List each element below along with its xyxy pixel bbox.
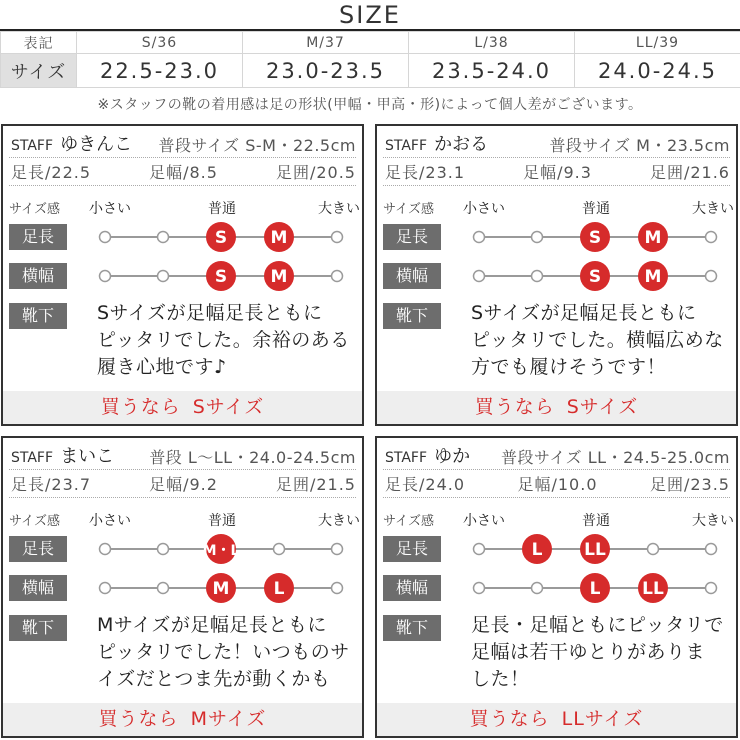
scale-normal-label: 普通 — [582, 201, 610, 217]
buy-size: Sサイズ — [192, 396, 265, 418]
socks-label: 靴下 — [383, 615, 441, 641]
measure-divider — [383, 497, 730, 498]
header-divider — [383, 469, 730, 470]
size-marker-label: M — [644, 228, 662, 248]
staff-usual-size: 普段サイズ M・23.5cm — [549, 136, 730, 155]
staff-tag: STAFF — [11, 138, 54, 154]
scale-tick — [706, 544, 717, 555]
foot-width-measure: 足幅/9.3 — [523, 163, 592, 182]
staff-tag: STAFF — [385, 450, 428, 466]
staff-tag: STAFF — [385, 138, 428, 154]
scale-tick — [532, 271, 543, 282]
staff-comment — [97, 300, 356, 381]
foot-girth-measure: 足囲/21.6 — [649, 163, 730, 182]
foot-length-label: 足長 — [383, 536, 441, 562]
scale-tick — [532, 583, 543, 594]
scale-label: サイズ感 — [383, 514, 434, 529]
staff-tag: STAFF — [11, 450, 54, 466]
socks-label: 靴下 — [383, 303, 441, 329]
staff-header — [385, 442, 730, 468]
scale-tick — [474, 583, 485, 594]
staff-card — [375, 436, 738, 738]
foot-measurements — [11, 472, 356, 495]
buy-prefix: 買うなら — [469, 708, 550, 730]
staff-name: かおる — [434, 134, 489, 155]
size-marker-label: M — [270, 228, 288, 248]
size-table-size-l: L/38 — [409, 32, 575, 54]
buy-prefix: 買うなら — [100, 396, 181, 418]
scale-tick — [332, 232, 343, 243]
staff-name: まいこ — [60, 446, 115, 467]
foot-length-measure: 足長/23.7 — [11, 475, 92, 494]
width-label: 横幅 — [9, 263, 67, 289]
foot-measurements — [385, 472, 730, 495]
scale-tick — [706, 271, 717, 282]
size-marker-label: M — [270, 267, 288, 287]
comment-line: 履き心地です♪ — [97, 356, 227, 378]
measure-divider — [383, 185, 730, 186]
size-table-size-ll: LL/39 — [575, 32, 740, 54]
size-marker-label: S — [214, 228, 228, 248]
size-marker-label: L — [589, 579, 601, 599]
scale-normal-label: 普通 — [582, 513, 610, 529]
comment-line: 方でも履けそうです！ — [471, 356, 667, 378]
size-marker-label: L — [531, 540, 543, 560]
width-scale — [93, 570, 355, 606]
size-table-header-label: 表記 — [1, 32, 77, 54]
scale-tick — [648, 544, 659, 555]
comment-line: 足幅は若干ゆとりがありま — [471, 641, 706, 663]
size-marker-label: M — [644, 267, 662, 287]
buy-recommendation — [377, 703, 736, 736]
socks-label: 靴下 — [9, 615, 67, 641]
comment-line: Sサイズが足幅足長ともに — [97, 302, 323, 324]
scale-tick — [158, 583, 169, 594]
size-table-row-label: サイズ — [1, 54, 77, 88]
scale-tick — [532, 232, 543, 243]
scale-tick — [158, 271, 169, 282]
buy-size: Mサイズ — [190, 708, 267, 730]
foot-girth-measure: 足囲/23.5 — [649, 475, 730, 494]
scale-tick — [706, 232, 717, 243]
size-table-header-row — [1, 32, 740, 54]
scale-tick — [158, 544, 169, 555]
size-table-range-ll: 24.0-24.5 — [575, 54, 740, 88]
socks-label: 靴下 — [9, 303, 67, 329]
scale-tick — [332, 544, 343, 555]
width-scale — [467, 570, 729, 606]
size-marker-label: L — [273, 579, 285, 599]
foot-width-measure: 足幅/8.5 — [149, 163, 218, 182]
scale-label: サイズ感 — [9, 202, 60, 217]
size-marker-label: M・L — [202, 543, 240, 559]
foot-width-measure: 足幅/10.0 — [517, 475, 598, 494]
staff-usual-size: 普段サイズ S-M・22.5cm — [158, 136, 356, 155]
measure-divider — [9, 185, 356, 186]
staff-comment — [471, 300, 730, 381]
comment-line: イズだとつま先が動くかも — [97, 668, 331, 690]
buy-recommendation — [377, 391, 736, 424]
scale-normal-label: 普通 — [208, 513, 236, 529]
buy-recommendation — [3, 391, 362, 424]
header-divider — [9, 157, 356, 158]
buy-size: Sサイズ — [566, 396, 639, 418]
scale-tick — [474, 232, 485, 243]
foot-length-measure: 足長/23.1 — [385, 163, 466, 182]
staff-header — [385, 130, 730, 156]
scale-header — [3, 196, 362, 216]
foot-girth-measure: 足囲/20.5 — [275, 163, 356, 182]
scale-tick — [332, 271, 343, 282]
comment-line: ピッタリでした！いつものサ — [97, 641, 350, 663]
page-title: SIZE — [339, 1, 401, 29]
staff-usual-size: 普段サイズ LL・24.5-25.0cm — [500, 448, 730, 467]
comment-line: ピッタリでした。余裕のある — [97, 329, 350, 351]
staff-header — [11, 130, 356, 156]
foot-width-measure: 足幅/9.2 — [149, 475, 218, 494]
scale-small-label: 小さい — [89, 201, 131, 217]
size-table-range-l: 23.5-24.0 — [409, 54, 575, 88]
staff-name: ゆか — [434, 446, 471, 467]
scale-tick — [706, 583, 717, 594]
scale-header — [3, 508, 362, 528]
scale-tick — [100, 583, 111, 594]
buy-recommendation — [3, 703, 362, 736]
scale-big-label: 大きい — [318, 513, 360, 529]
scale-tick — [100, 271, 111, 282]
comment-line: 足長・足幅ともにピッタリで — [471, 614, 724, 636]
foot-length-scale — [467, 219, 729, 255]
size-marker-label: S — [588, 228, 602, 248]
size-table-range-m: 23.0-23.5 — [243, 54, 409, 88]
size-table — [0, 31, 740, 88]
foot-length-label: 足長 — [383, 224, 441, 250]
width-scale — [467, 258, 729, 294]
foot-length-measure: 足長/24.0 — [385, 475, 466, 494]
foot-length-scale — [467, 531, 729, 567]
scale-small-label: 小さい — [463, 513, 505, 529]
foot-length-label: 足長 — [9, 536, 67, 562]
foot-length-scale — [93, 531, 355, 567]
staff-usual-size: 普段 L〜LL・24.0-24.5cm — [149, 448, 356, 467]
scale-label: サイズ感 — [383, 202, 434, 217]
scale-big-label: 大きい — [692, 513, 734, 529]
scale-header — [377, 508, 736, 528]
scale-big-label: 大きい — [318, 201, 360, 217]
width-label: 横幅 — [383, 263, 441, 289]
comment-line: ピッタリでした。横幅広めな — [471, 329, 724, 351]
size-table-values-row — [1, 54, 740, 88]
scale-tick — [274, 544, 285, 555]
comment-line: Sサイズが足幅足長ともに — [471, 302, 697, 324]
comment-line: した！ — [471, 668, 530, 690]
scale-normal-label: 普通 — [208, 201, 236, 217]
scale-small-label: 小さい — [89, 513, 131, 529]
scale-header — [377, 196, 736, 216]
scale-label: サイズ感 — [9, 514, 60, 529]
foot-measurements — [385, 160, 730, 183]
header-divider — [383, 157, 730, 158]
comment-line: Mサイズが足幅足長ともに — [97, 614, 327, 636]
foot-length-label: 足長 — [9, 224, 67, 250]
size-marker-label: S — [214, 267, 228, 287]
scale-big-label: 大きい — [692, 201, 734, 217]
staff-card — [1, 436, 364, 738]
scale-tick — [474, 271, 485, 282]
staff-header — [11, 442, 356, 468]
size-marker-label: S — [588, 267, 602, 287]
scale-tick — [474, 544, 485, 555]
scale-tick — [332, 583, 343, 594]
foot-length-scale — [93, 219, 355, 255]
width-label: 横幅 — [383, 575, 441, 601]
foot-measurements — [11, 160, 356, 183]
scale-tick — [100, 544, 111, 555]
width-label: 横幅 — [9, 575, 67, 601]
buy-prefix: 買うなら — [474, 396, 555, 418]
foot-girth-measure: 足囲/21.5 — [275, 475, 356, 494]
size-table-size-s: S/36 — [77, 32, 243, 54]
size-table-range-s: 22.5-23.0 — [77, 54, 243, 88]
buy-prefix: 買うなら — [98, 708, 179, 730]
scale-tick — [100, 232, 111, 243]
staff-card — [1, 124, 364, 426]
size-table-size-m: M/37 — [243, 32, 409, 54]
staff-name: ゆきんこ — [60, 134, 133, 155]
size-marker-label: LL — [642, 579, 664, 599]
foot-length-measure: 足長/22.5 — [11, 163, 92, 182]
scale-tick — [158, 232, 169, 243]
size-marker-label: LL — [584, 540, 606, 560]
staff-card — [375, 124, 738, 426]
measure-divider — [9, 497, 356, 498]
scale-small-label: 小さい — [463, 201, 505, 217]
header-divider — [9, 469, 356, 470]
staff-comment — [471, 612, 730, 693]
fit-note: ※スタッフの靴の着用感は足の形状(甲幅・甲高・形)によって個人差がございます。 — [97, 97, 643, 113]
size-marker-label: M — [212, 579, 230, 599]
staff-comment — [97, 612, 356, 693]
width-scale — [93, 258, 355, 294]
buy-size: LLサイズ — [561, 708, 644, 730]
